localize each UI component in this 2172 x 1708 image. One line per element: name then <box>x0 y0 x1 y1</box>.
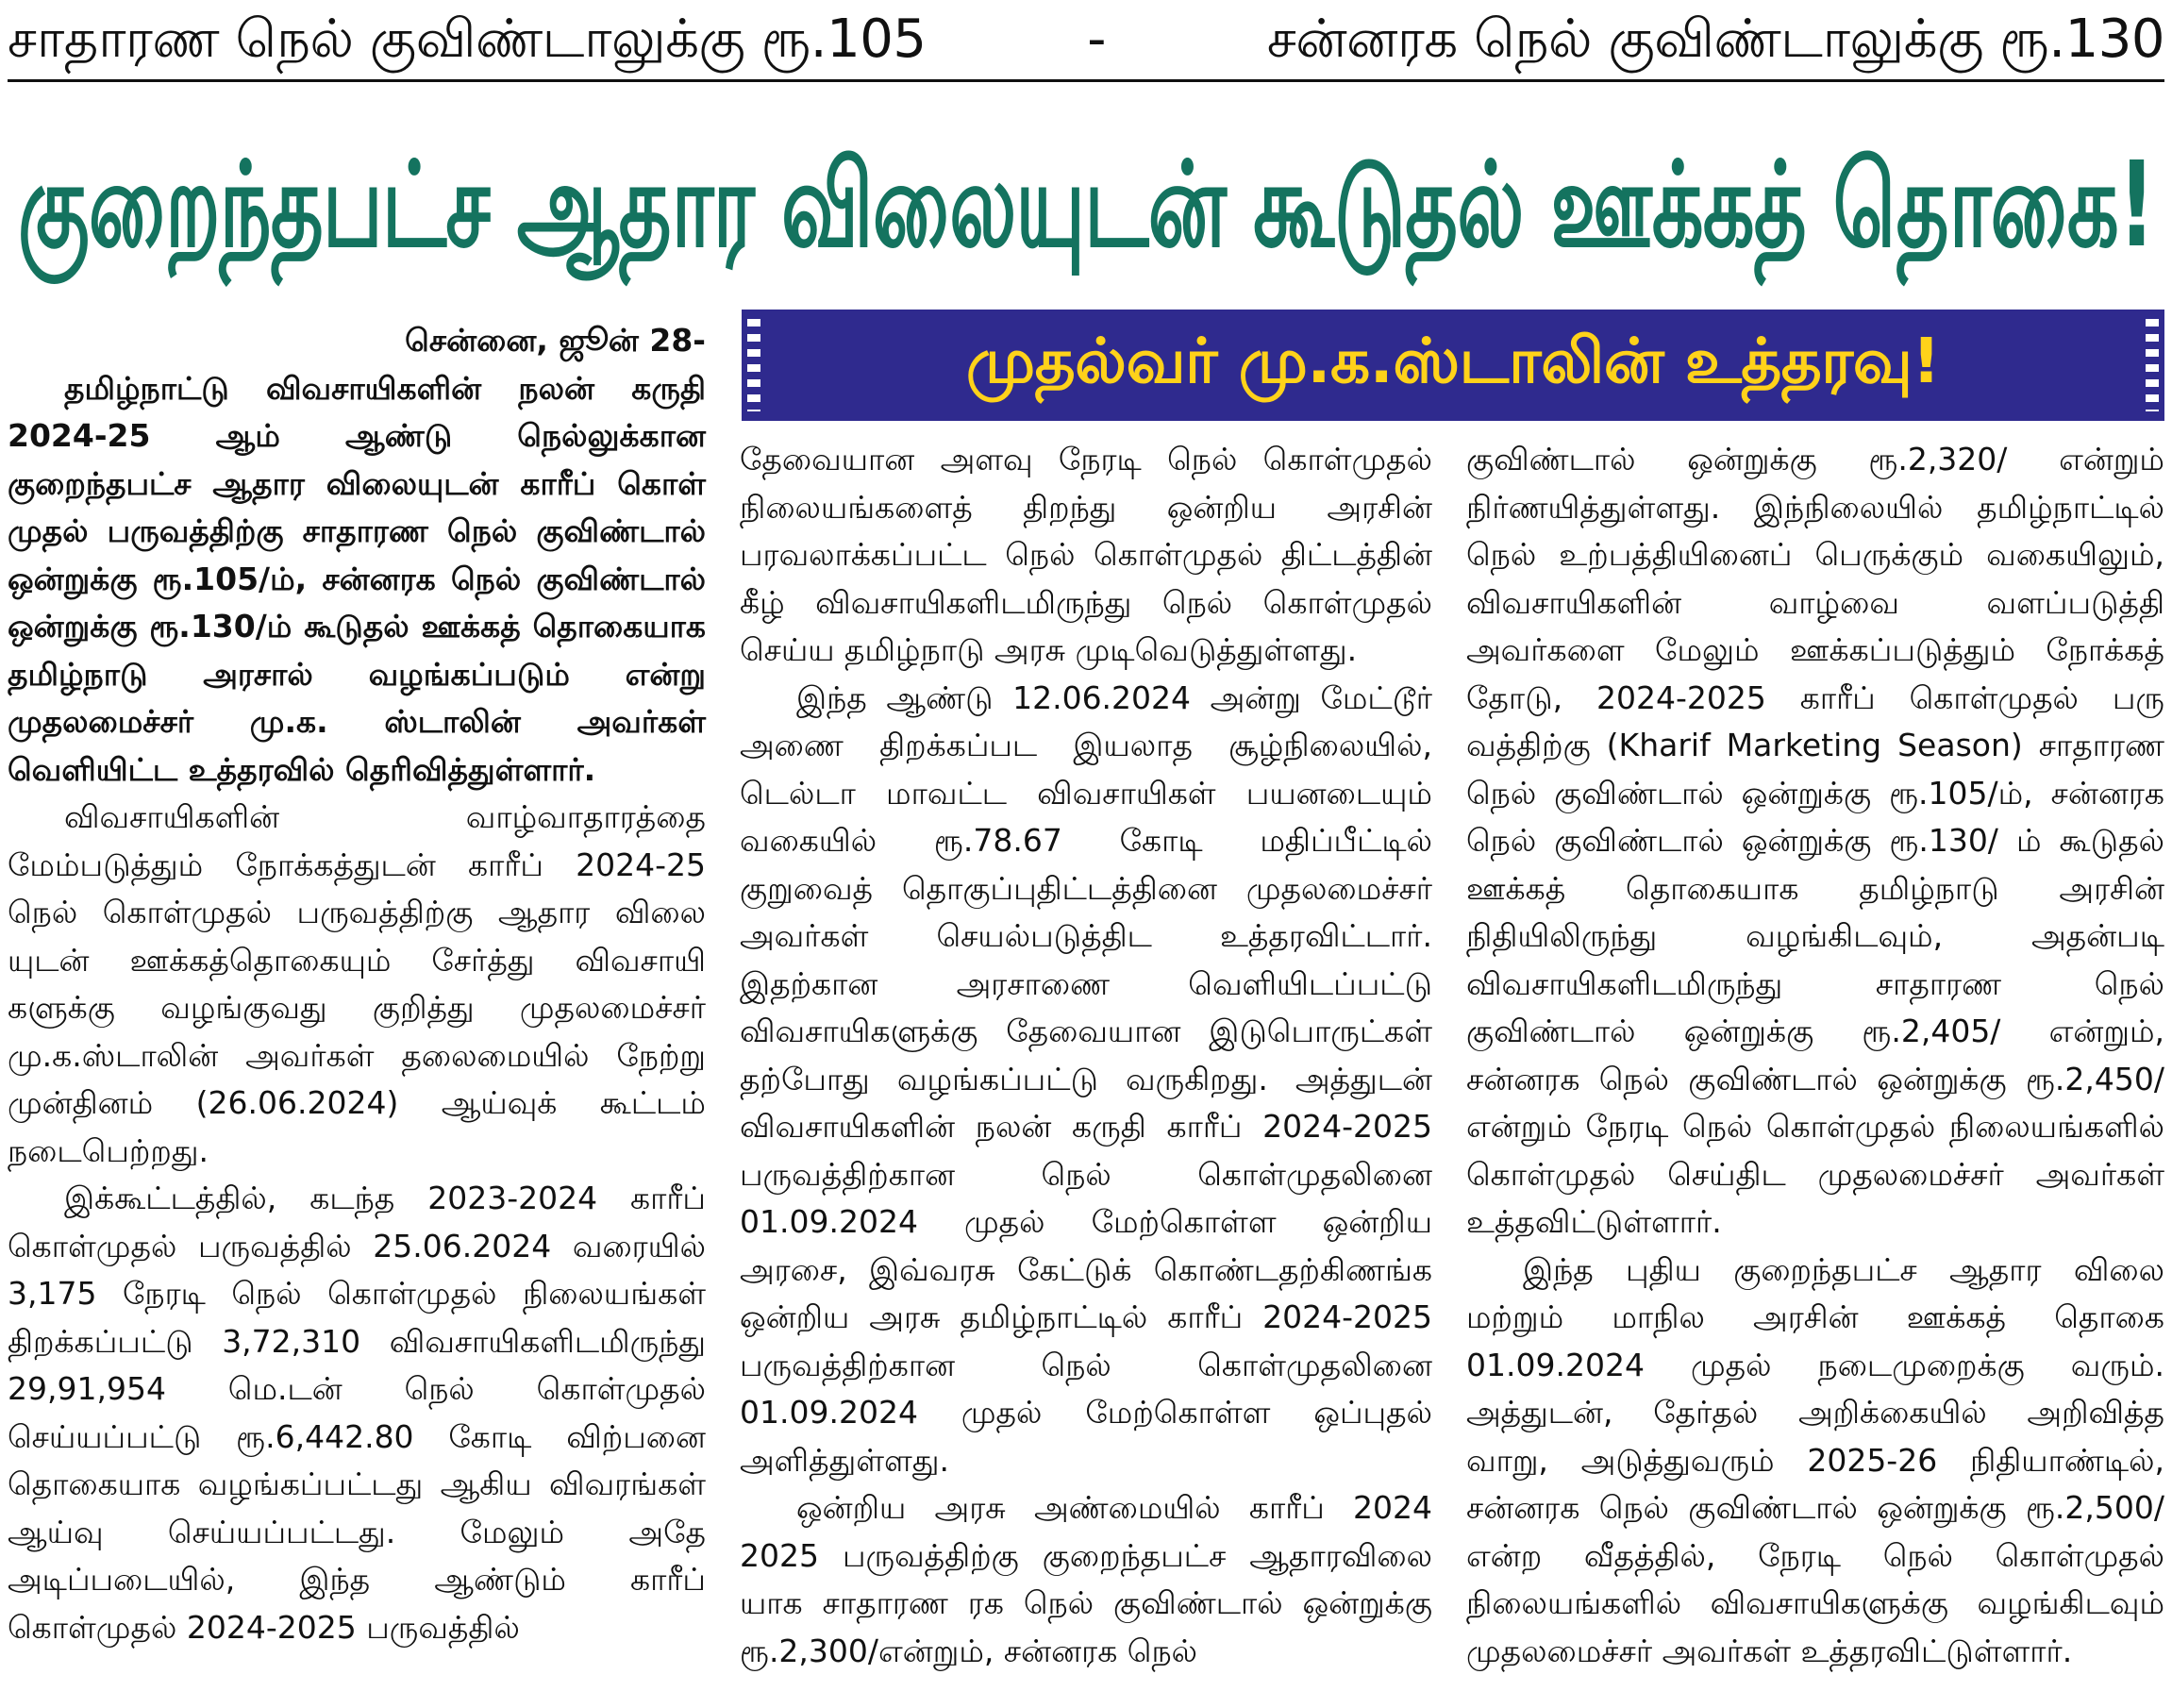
column-3-paragraph-1: குவிண்டால் ஒன்றுக்கு ரூ.2,320/ என்றும் நிர்ணயித்துள்ளது. இந்நிலையில் தமிழ்நாட்டில் நெல் உற்பத்தியினைப் பெருக்கும் வகையிலும், விவசாயிகளின் வாழ்வை வளப்படுத்தி அவர்களை மேலும் ஊக்கப்படுத்தும் நோக்கத் தோடு, 2024-2025 காரீப் கொள்முதல் பரு வத்திற்கு (Kharif Marketing Season) சாதாரண நெல் குவிண்டால் ஒன்றுக்கு ரூ.105/ம், சன்னரக நெல் குவிண்டால் ஒன்றுக்கு ரூ.130/ ம் கூடுதல் ஊக்கத் தொகையாக தமிழ்நாடு அரசின் நிதியிலிருந்து வழங்கிடவும், அதன்படி விவசாயிகளிடமிருந்து சாதாரண நெல் குவிண்டால் ஒன்றுக்கு ரூ.2,405/ என்றும், சன்னரக நெல் குவிண்டால் ஒன்றுக்கு ரூ.2,450/ என்றும் நேரடி நெல் கொள்முதல் நிலையங்களில் கொள்முதல் செய்திட முதலமைச்சர் அவர்கள் உத்தவிட்டுள்ளார். <box>1466 441 2164 1240</box>
column-2-paragraph-3: ஒன்றிய அரசு அண்மையில் காரீப் 2024 2025 பருவத்திற்கு குறைந்தபட்ச ஆதாரவிலை யாக சாதாரண ரக நெல் குவிண்டால் ஒன்றுக்கு ரூ.2,300/என்றும், சன்னரக நெல் <box>740 1489 1432 1669</box>
subhead-banner <box>742 310 2164 421</box>
article-column-1 <box>8 317 706 1651</box>
article-column-3 <box>1466 436 2164 1675</box>
headline: குறைந்தபட்ச ஆதார விலையுடன் கூடுதல் ஊக்கத் தொகை! <box>17 137 2155 275</box>
article-column-2 <box>740 436 1432 1675</box>
kicker-separator: - <box>1087 8 1107 70</box>
subhead-banner-text: முதல்வர் மு.க.ஸ்டாலின் உத்தரவு! <box>965 325 1941 397</box>
dateline: சென்னை, ஜூன் 28- <box>405 322 706 359</box>
column-1-paragraph-1: விவசாயிகளின் வாழ்வாதாரத்தை மேம்படுத்தும் நோக்கத்துடன் காரீப் 2024-25 நெல் கொள்முதல் பருவத்திற்கு ஆதார விலை யுடன் ஊக்கத்தொகையும் சேர்த்து விவசாயி களுக்கு வழங்குவது குறித்து முதலமைச்சர் மு.க.ஸ்டாலின் அவர்கள் தலைமையில் நேற்று முன்தினம் (26.06.2024) ஆய்வுக் கூட்டம் நடைபெற்றது. <box>8 798 706 1169</box>
column-2-paragraph-2: இந்த ஆண்டு 12.06.2024 அன்று மேட்டூர் அணை திறக்கப்பட இயலாத சூழ்நிலையில், டெல்டா மாவட்ட விவசாயிகள் பயனடையும் வகையில் ரூ.78.67 கோடி மதிப்பீட்டில் குறுவைத் தொகுப்புதிட்டத்தினை முதலமைச்சர் அவர்கள் செயல்படுத்திட உத்தரவிட்டார். இதற்கான அரசாணை வெளியிடப்பட்டு விவசாயிகளுக்கு தேவையான இடுபொருட்கள் தற்போது வழங்கப்பட்டு வருகிறது. அத்துடன் விவசாயிகளின் நலன் கருதி காரீப் 2024-2025 பருவத்திற்கான நெல் கொள்முதலினை 01.09.2024 முதல் மேற்கொள்ள ஒன்றிய அரசை, இவ்வரசு கேட்டுக் கொண்டதற்கிணங்க ஒன்றிய அரசு தமிழ்நாட்டில் காரீப் 2024-2025 பருவத்திற்கான நெல் கொள்முதலினை 01.09.2024 முதல் மேற்கொள்ள ஒப்புதல் அளித்துள்ளது. <box>740 678 1432 1479</box>
kicker-right: சன்னரக நெல் குவிண்டாலுக்கு ரூ.130 <box>1266 8 2164 70</box>
lead-paragraph: தமிழ்நாட்டு விவசாயிகளின் நலன் கருதி 2024-25 ஆம் ஆண்டு நெல்லுக்கான குறைந்தபட்ச ஆதார விலையுடன் காரீப் கொள் முதல் பருவத்திற்கு சாதாரண நெல் குவிண்டால் ஒன்றுக்கு ரூ.105/ம், சன்னரக நெல் குவிண்டால் ஒன்றுக்கு ரூ.130/ம் கூடுதல் ஊக்கத் தொகையாக தமிழ்நாடு அரசால் வழங்கப்படும் என்று முதலமைச்சர் மு.க. ஸ்டாலின் அவர்கள் வெளியிட்ட உத்தரவில் தெரிவித்துள்ளார். <box>8 369 706 788</box>
column-1-paragraph-2: இக்கூட்டத்தில், கடந்த 2023-2024 காரீப் கொள்முதல் பருவத்தில் 25.06.2024 வரையில் 3,175 நேரடி நெல் கொள்முதல் நிலையங்கள் திறக்கப்பட்டு 3,72,310 விவசாயிகளிடமிருந்து 29,91,954 மெ.டன் நெல் கொள்முதல் செய்யப்பட்டு ரூ.6,442.80 கோடி விற்பனை தொகையாக வழங்கப்பட்டது ஆகிய விவரங்கள் ஆய்வு செய்யப்பட்டது. மேலும் அதே அடிப்படையில், இந்த ஆண்டும் காரீப் கொள்முதல் 2024-2025 பருவத்தில் <box>8 1180 706 1646</box>
kicker-left: சாதாரண நெல் குவிண்டாலுக்கு ரூ.105 <box>8 8 927 70</box>
column-3-paragraph-2: இந்த புதிய குறைந்தபட்ச ஆதார விலை மற்றும் மாநில அரசின் ஊக்கத் தொகை 01.09.2024 முதல் நடைமுறைக்கு வரும். அத்துடன், தேர்தல் அறிக்கையில் அறிவித்த வாறு, அடுத்துவரும் 2025-26 நிதியாண்டில், சன்னரக நெல் குவிண்டால் ஒன்றுக்கு ரூ.2,500/ என்ற வீதத்தில், நேரடி நெல் கொள்முதல் நிலையங்களில் விவசாயிகளுக்கு வழங்கிடவும் முதலமைச்சர் அவர்கள் உத்தரவிட்டுள்ளார். <box>1466 1250 2164 1669</box>
column-2-paragraph-1: தேவையான அளவு நேரடி நெல் கொள்முதல் நிலையங்களைத் திறந்து ஒன்றிய அரசின் பரவலாக்கப்பட்ட நெல் கொள்முதல் திட்டத்தின் கீழ் விவசாயிகளிடமிருந்து நெல் கொள்முதல் செய்ய தமிழ்நாடு அரசு முடிவெடுத்துள்ளது. <box>740 441 1432 668</box>
